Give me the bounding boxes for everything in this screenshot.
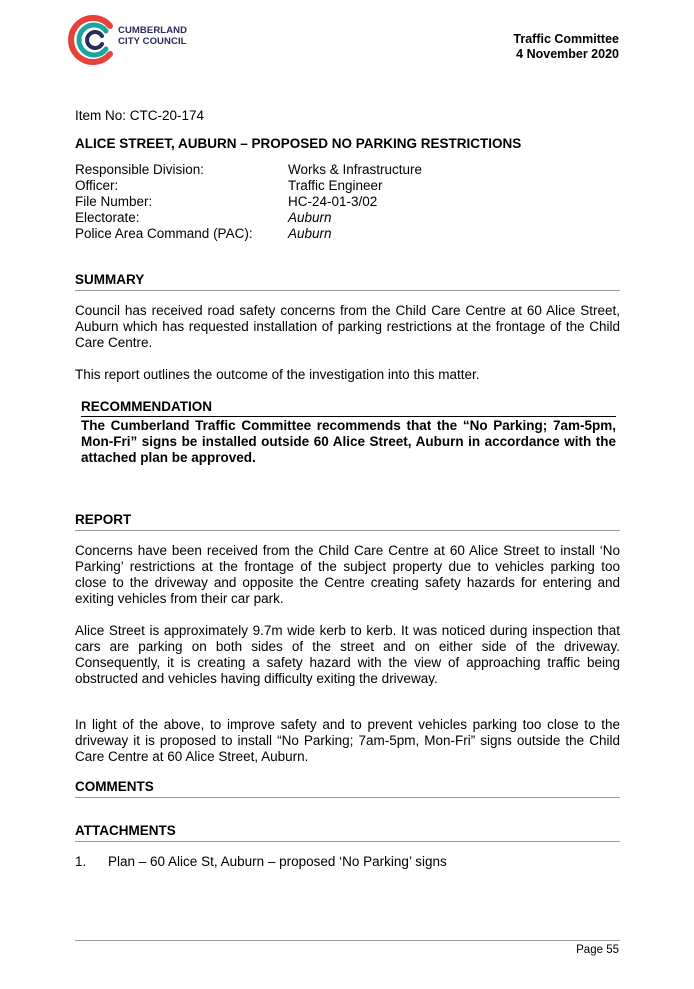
logo-line-1: CUMBERLAND (118, 25, 188, 36)
meeting-date: 4 November 2020 (516, 47, 619, 61)
meta-value: Works & Infrastructure (288, 162, 423, 177)
report-metadata (75, 162, 620, 242)
item-number: Item No: CTC-20-174 (75, 108, 205, 123)
meta-value: HC-24-01-3/02 (288, 194, 378, 209)
logo-line-2: CITY COUNCIL (118, 36, 187, 47)
attachment-item (75, 854, 620, 870)
committee-header (513, 32, 619, 62)
report-paragraph: In light of the above, to improve safety and to prevent vehicles parking too close to the driveway it is proposed to install “No Parking; 7am-5pm, Mon-Fri” signs outside the Child Care Centre at 60 Alice Street, Auburn. (75, 717, 620, 764)
summary-paragraph: Council has received road safety concerns from the Child Care Centre at 60 Alice Street, Auburn which has requested installation of parking restrictions at the frontage of the Child Care Centre. (75, 303, 620, 350)
attachment-link[interactable]: Plan – 60 Alice St, Auburn – proposed ‘No Parking’ signs (108, 854, 447, 869)
meta-label: Electorate: (75, 210, 140, 225)
meta-value: Auburn (288, 226, 332, 241)
spacer (75, 466, 620, 512)
meta-label: File Number: (75, 194, 153, 209)
committee-name: Traffic Committee (513, 32, 619, 46)
report-title: ALICE STREET, AUBURN – PROPOSED NO PARKING RESTRICTIONS (75, 136, 522, 151)
attachments-heading: ATTACHMENTS (75, 823, 620, 842)
meta-value: Traffic Engineer (288, 178, 383, 193)
meta-value: Auburn (288, 210, 332, 225)
meta-label: Responsible Division: (75, 162, 205, 177)
recommendation-box (81, 399, 616, 466)
footer-divider (75, 940, 620, 941)
meta-label: Officer: (75, 178, 119, 193)
page-number: Page 55 (576, 944, 619, 956)
attachment-number: 1. (75, 854, 87, 869)
report-heading: REPORT (75, 512, 620, 531)
summary-heading: SUMMARY (75, 272, 620, 291)
comments-heading: COMMENTS (75, 779, 620, 798)
report-content (75, 108, 620, 870)
summary-paragraph: This report outlines the outcome of the investigation into this matter. (75, 367, 480, 382)
report-paragraph: Concerns have been received from the Child Care Centre at 60 Alice Street to install ‘No Parking’ restrictions at the frontage of the subject property due to vehicles parking too close to the driveway and opposite the Centre creating safety hazards for entering and exiting vehicles from their car park. (75, 543, 620, 606)
council-logo-icon (66, 12, 126, 68)
meta-label: Police Area Command (PAC): (75, 226, 253, 241)
recommendation-heading: RECOMMENDATION (81, 399, 616, 417)
report-paragraph: Alice Street is approximately 9.7m wide kerb to kerb. It was noticed during inspection that cars are parking on both sides of the street and on either side of the driveway. Consequently, it is creating a safety hazard with the view of approaching traffic being obstructed and vehicles having difficulty exiting the driveway. (75, 623, 620, 686)
recommendation-text: The Cumberland Traffic Committee recommends that the “No Parking; 7am-5pm, Mon-Fri” signs be installed outside 60 Alice Street, Auburn in accordance with the attached plan be approved. (81, 418, 616, 465)
logo-text (118, 25, 187, 47)
